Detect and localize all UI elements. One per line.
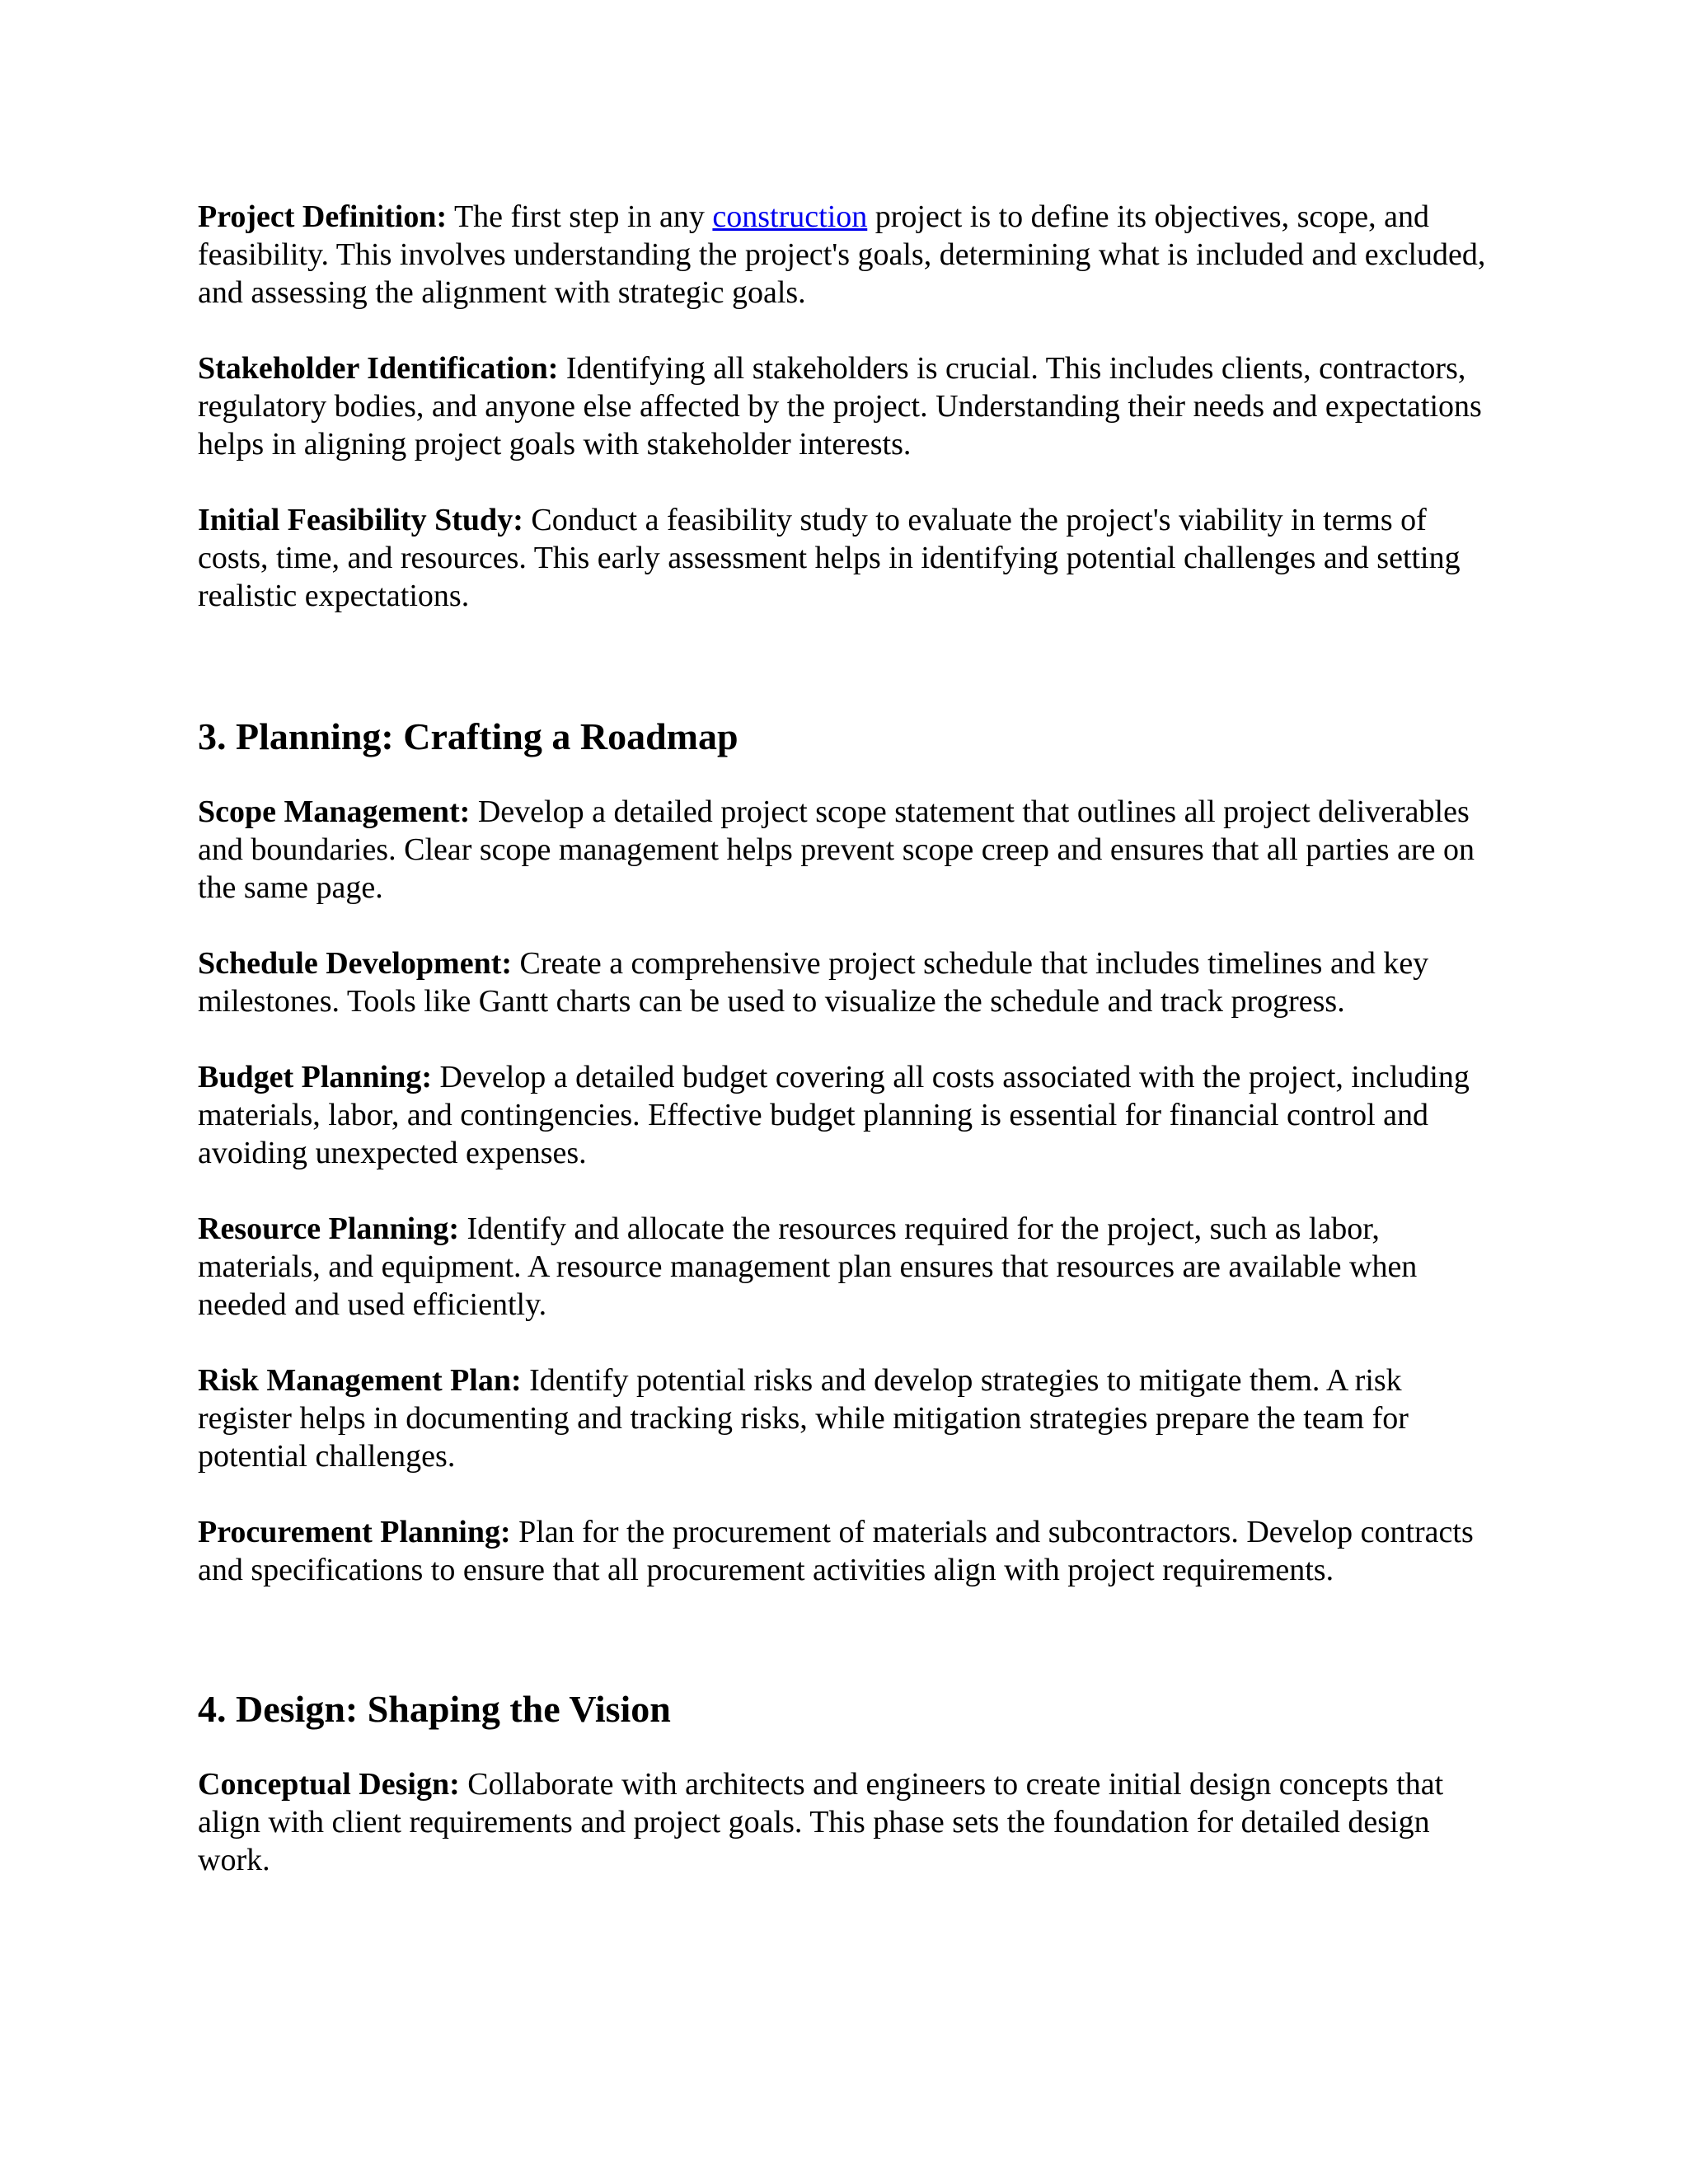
paragraph-resource-planning: [198, 1210, 1500, 1324]
paragraph-text: Create a comprehensive project schedule that includes timelines and key milestones. Tools like Gantt charts can be used to visualize the schedule and track progress.: [198, 946, 1429, 1019]
section-heading-design: 4. Design: Shaping the Vision: [198, 1688, 671, 1730]
paragraph-procurement-planning: [198, 1513, 1500, 1589]
paragraph-text: Identify potential risks and develop strategies to mitigate them. A risk register helps in documenting and tracking risks, while mitigation strategies prepare the team for potential challenges.: [198, 1363, 1409, 1474]
paragraph-schedule-development: [198, 944, 1500, 1020]
paragraph-text: Develop a detailed project scope statement that outlines all project deliverables and boundaries. Clear scope management helps prevent scope creep and ensures that all parties are on the same page.: [198, 794, 1475, 905]
paragraph-risk-management-plan: [198, 1361, 1500, 1475]
document-page: [198, 198, 1500, 1917]
paragraph-text: Identify and allocate the resources required for the project, such as labor, materials, and equipment. A resource management plan ensures that resources are available when needed and used efficiently.: [198, 1212, 1418, 1322]
paragraph-scope-management: [198, 793, 1500, 907]
paragraph-text: Identifying all stakeholders is crucial. This includes clients, contractors, regulatory bodies, and anyone else affected by the project. Understanding their needs and expectations helps in aligning project goals with stakeholder interests.: [198, 351, 1482, 462]
paragraph-budget-planning: [198, 1058, 1500, 1172]
paragraph-text: Conduct a feasibility study to evaluate the project's viability in terms of costs, time, and resources. This early assessment helps in identifying potential challenges and setting realistic expectations.: [198, 503, 1461, 613]
paragraph-stakeholder-identification: [198, 349, 1500, 463]
term-scope-management: Scope Management:: [198, 794, 471, 829]
paragraph-text: Plan for the procurement of materials and subcontractors. Develop contracts and specifications to ensure that all procurement activities align with project requirements.: [198, 1515, 1474, 1587]
paragraph-conceptual-design: [198, 1765, 1500, 1879]
section-heading-planning: 3. Planning: Crafting a Roadmap: [198, 715, 738, 757]
paragraph-text: Collaborate with architects and engineers to create initial design concepts that align with client requirements and project goals. This phase sets the foundation for detailed design work.: [198, 1767, 1444, 1877]
paragraph-text: The first step in any: [447, 199, 713, 234]
paragraph-project-definition: [198, 198, 1500, 312]
term-project-definition: Project Definition:: [198, 199, 448, 234]
term-initial-feasibility-study: Initial Feasibility Study:: [198, 503, 523, 537]
term-procurement-planning: Procurement Planning:: [198, 1515, 511, 1549]
construction-link[interactable]: construction: [712, 199, 868, 234]
paragraph-initial-feasibility-study: [198, 501, 1500, 615]
term-conceptual-design: Conceptual Design:: [198, 1767, 460, 1802]
term-budget-planning: Budget Planning:: [198, 1060, 433, 1094]
paragraph-text: Develop a detailed budget covering all costs associated with the project, including materials, labor, and contingencies. Effective budget planning is essential for financial control and avoiding unexpected expenses.: [198, 1060, 1470, 1170]
term-resource-planning: Resource Planning:: [198, 1212, 460, 1246]
term-schedule-development: Schedule Development:: [198, 946, 513, 981]
paragraph-text: project is to define its objectives, scope, and feasibility. This involves understanding the project's goals, determining what is included and excluded, and assessing the alignment with strategic goals.: [198, 199, 1486, 310]
term-stakeholder-identification: Stakeholder Identification:: [198, 351, 559, 386]
term-risk-management-plan: Risk Management Plan:: [198, 1363, 522, 1398]
